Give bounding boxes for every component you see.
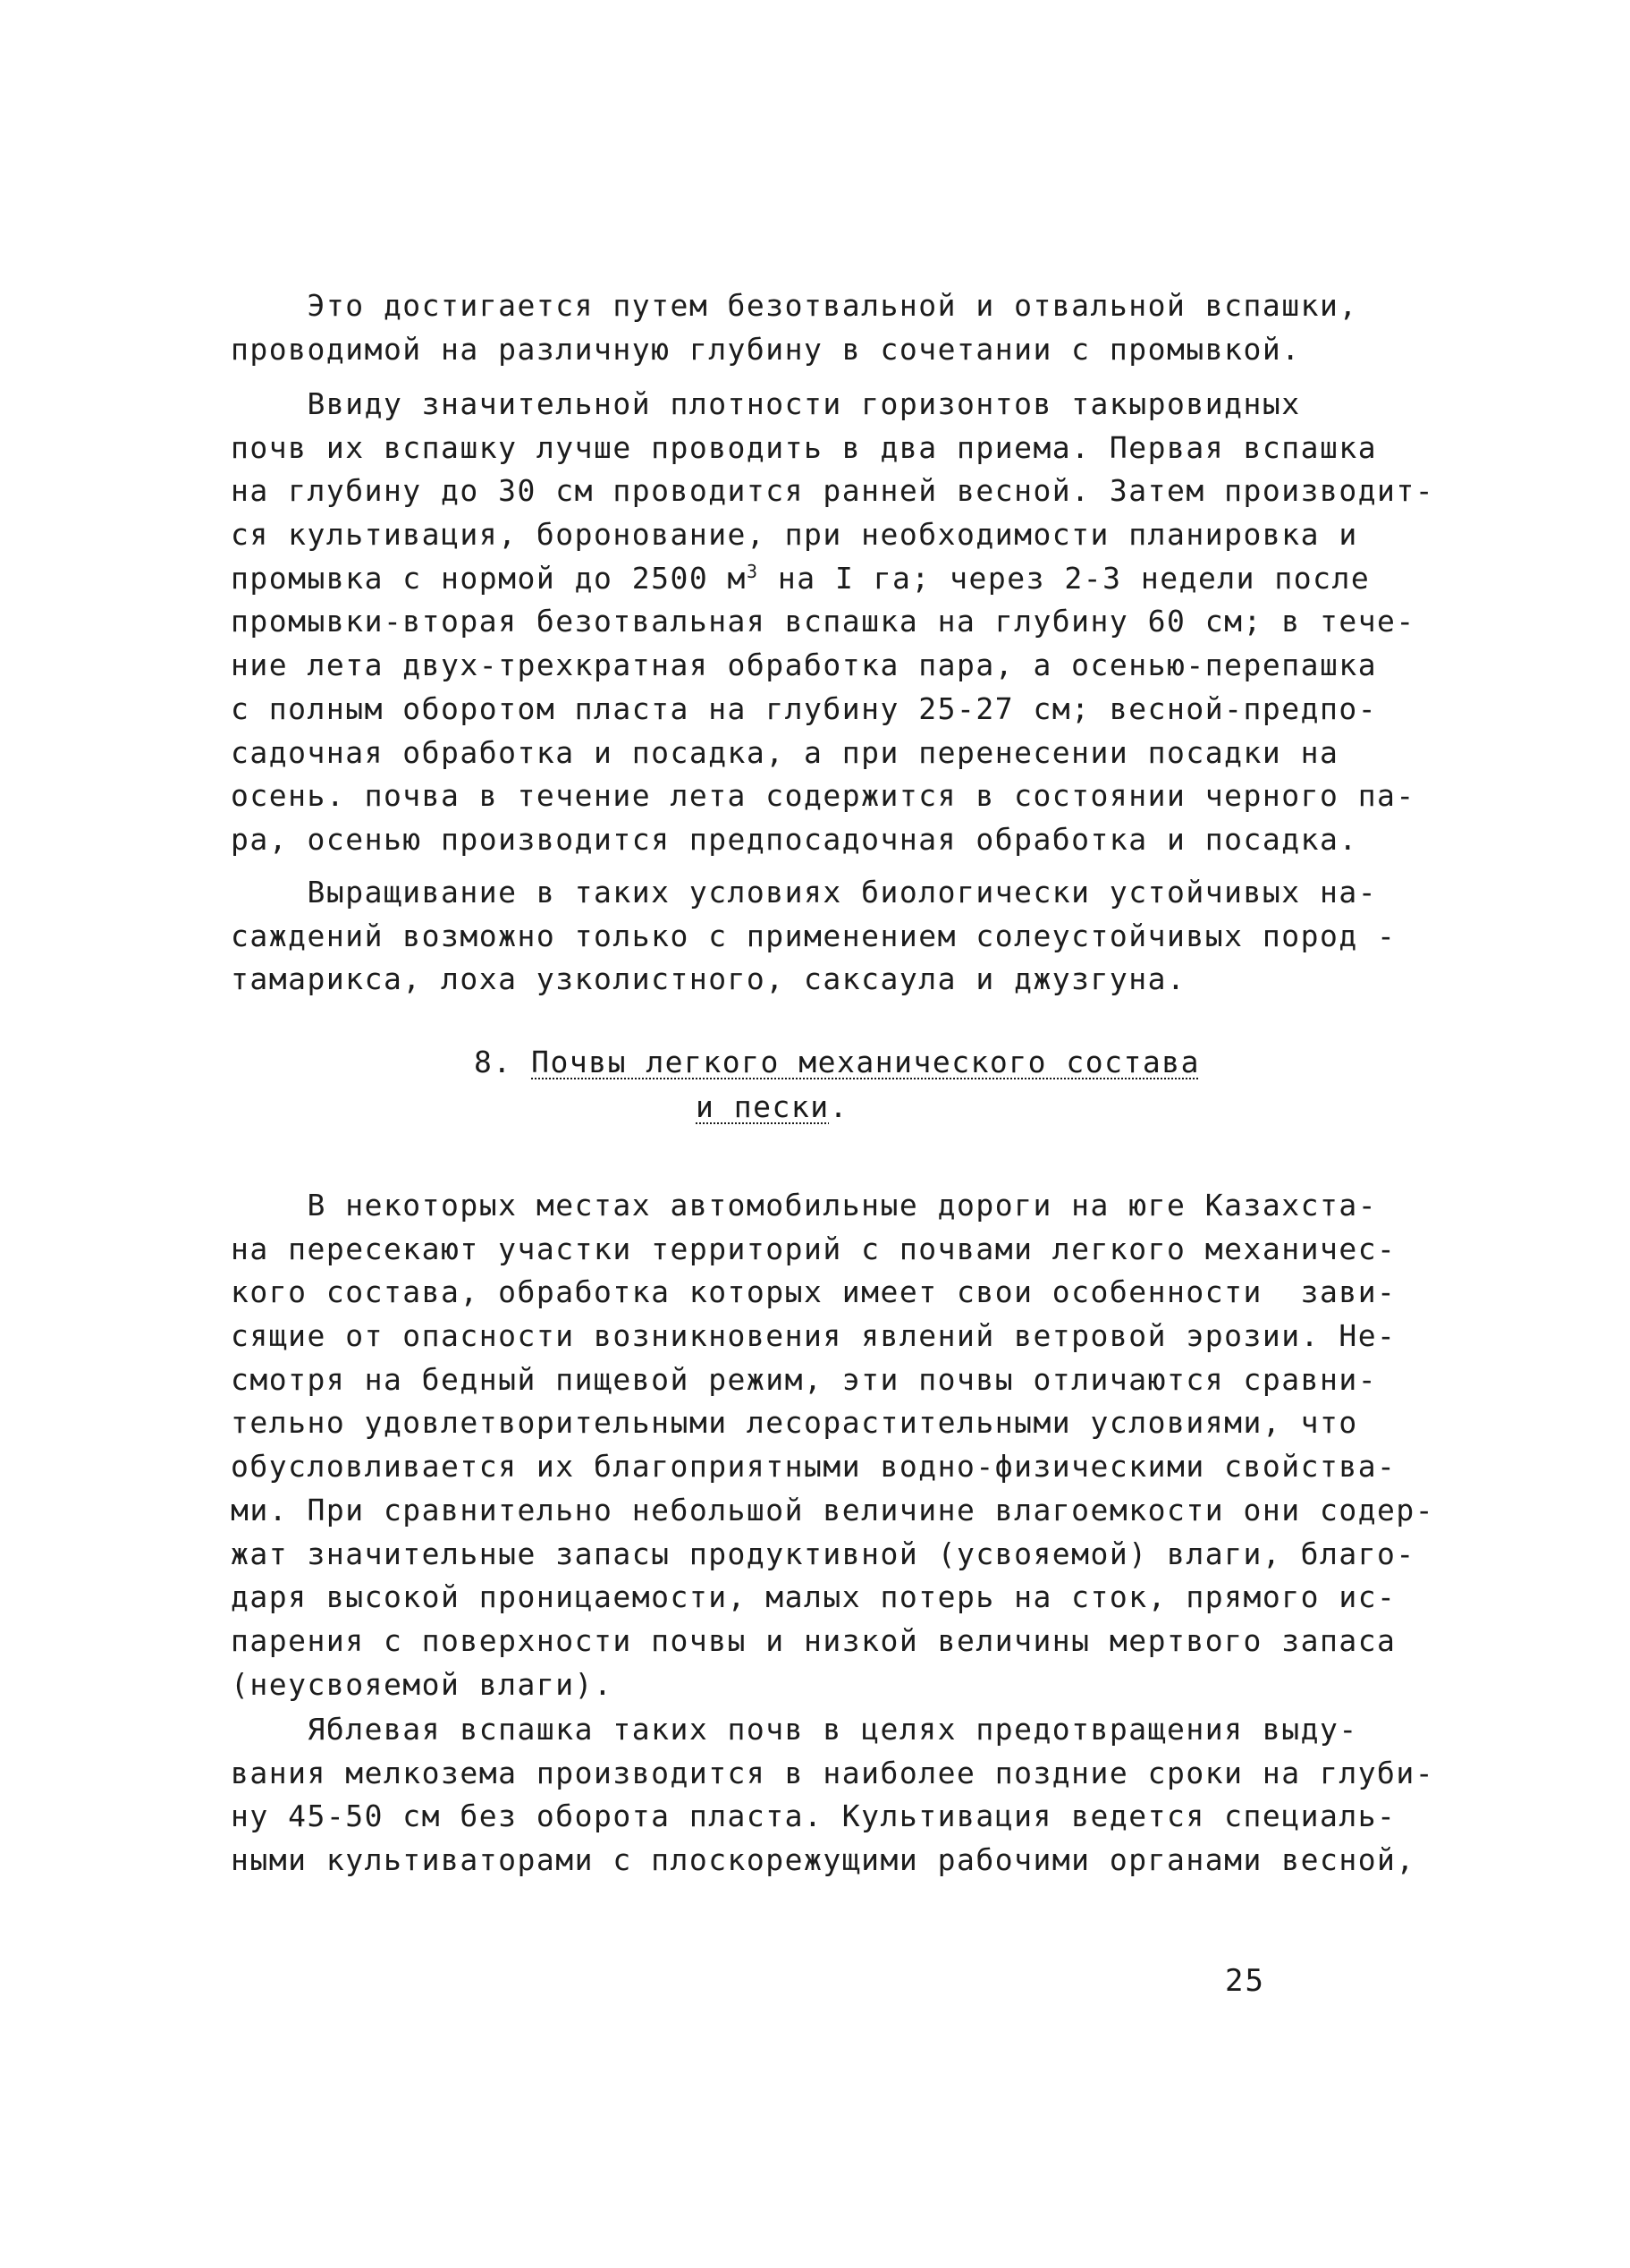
text-line: обусловливается их благоприятными водно-физическими свойства- xyxy=(231,1449,1397,1485)
heading-title-continued: и пески xyxy=(696,1089,830,1124)
text-line: садочная обработка и посадка, а при перенесении посадки на xyxy=(231,734,1339,770)
paragraph-1 xyxy=(231,284,1358,371)
text-line: парения с поверхности почвы и низкой величины мертвого запаса xyxy=(231,1622,1397,1658)
text-line: Это достигается путем безотвальной и отвальной вспашки, xyxy=(231,288,1358,323)
text-line: ну 45-50 см без оборота пласта. Культивация ведется специаль- xyxy=(231,1798,1397,1834)
text-line: ными культиваторами с плоскорежущими рабочими органами весной, xyxy=(231,1842,1415,1878)
text-line: ми. При сравнительно небольшой величине влагоемкости они содер- xyxy=(231,1492,1435,1528)
text-line: Выращивание в таких условиях биологически устойчивых на- xyxy=(231,875,1378,910)
heading-line-1 xyxy=(474,1040,1200,1085)
heading-number: 8. xyxy=(474,1045,532,1079)
text-line xyxy=(231,557,1371,601)
text-line: Ввиду значительной плотности горизонтов такыровидных xyxy=(231,386,1301,421)
text-line: саждений возможно только с применением солеустойчивых пород - xyxy=(231,918,1397,953)
paragraph-5 xyxy=(231,1708,1435,1883)
text-line: Яблевая вспашка таких почв в целях предотвращения выду- xyxy=(231,1712,1358,1747)
text-line: жат значительные запасы продуктивной (усвояемой) влаги, благо- xyxy=(231,1536,1415,1571)
text-line: (неусвояемой влаги). xyxy=(231,1666,613,1702)
text-line: на глубину до 30 см проводится ранней весной. Затем производит- xyxy=(231,473,1435,509)
text-line: осень. почва в течение лета содержится в состоянии черного па- xyxy=(231,778,1415,814)
heading-period: . xyxy=(829,1089,849,1124)
text-line-part: на I га; через 2-3 недели после xyxy=(758,560,1371,596)
text-line-part: промывка с нормой до 2500 м xyxy=(231,560,747,596)
text-line: промывки-вторая безотвальная вспашка на глубину 60 см; в тече- xyxy=(231,604,1415,639)
text-line: проводимой на различную глубину в сочетании с промывкой. xyxy=(231,331,1301,367)
text-line: вания мелкозема производится в наиболее поздние сроки на глуби- xyxy=(231,1755,1435,1790)
paragraph-4 xyxy=(231,1184,1435,1706)
heading-title: Почвы легкого механического состава xyxy=(531,1045,1200,1079)
text-line: тельно удовлетворительными лесорастительными условиями, что xyxy=(231,1405,1358,1441)
text-line: смотря на бедный пищевой режим, эти почвы отличаются сравни- xyxy=(231,1361,1378,1397)
text-line: В некоторых местах автомобильные дороги на юге Казахста- xyxy=(231,1188,1378,1223)
text-line: сящие от опасности возникновения явлений ветровой эрозии. Не- xyxy=(231,1318,1397,1354)
page-number: 25 xyxy=(1225,1963,1265,1999)
text-line: кого состава, обработка которых имеет свои особенности зави- xyxy=(231,1274,1397,1310)
heading-line-2 xyxy=(474,1085,1189,1130)
text-line: ние лета двух-трехкратная обработка пара, а осенью-перепашка xyxy=(231,647,1378,683)
superscript-exponent: 3 xyxy=(746,560,759,582)
paragraph-2 xyxy=(231,383,1435,862)
text-line: с полным оборотом пласта на глубину 25-27 см; весной-предпо- xyxy=(231,690,1378,726)
text-line: тамарикса, лоха узколистного, саксаула и джузгуна. xyxy=(231,961,1187,997)
text-line: даря высокой проницаемости, малых потерь на сток, прямого ис- xyxy=(231,1579,1397,1615)
text-line: ся культивация, боронование, при необходимости планировка и xyxy=(231,517,1358,553)
text-line: почв их вспашку лучше проводить в два приема. Первая вспашка xyxy=(231,429,1378,465)
text-line: на пересекают участки территорий с почвами легкого механичес- xyxy=(231,1231,1397,1266)
section-heading xyxy=(474,1040,1200,1130)
text-line: ра, осенью производится предпосадочная обработка и посадка. xyxy=(231,821,1358,857)
paragraph-3 xyxy=(231,871,1397,1002)
